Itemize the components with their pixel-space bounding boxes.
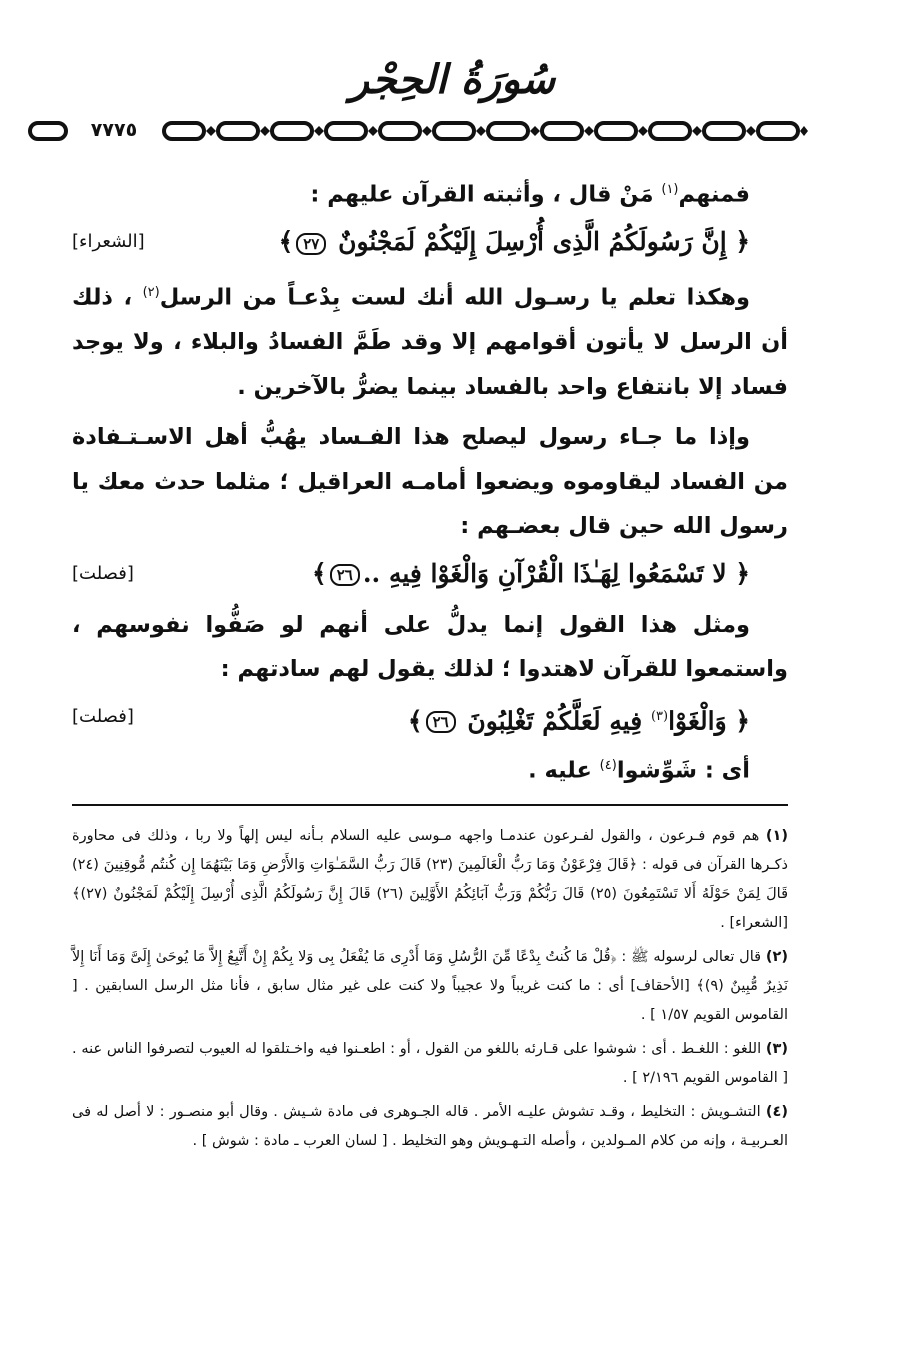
verse-1-number: ٢٧ (296, 233, 326, 255)
verse-2-source: [فصلت] (72, 562, 134, 584)
footnote-1: (١) هم قوم فـرعون ، والقول لفـرعون عندمـا واجهه مـوسى عليه السلام بـأنه ليس إلهاً ولا ربا ، وذلك فى محاورة ذكـرها القرآن فى قوله : ﴿قَالَ فِرْعَوْنُ وَمَا رَبُّ الْعَالَمِينَ (٢٣) قَالَ رَبُّ السَّمَـٰوَاتِ وَالأَرْضِ وَمَا بَيْنَهُمَا إِن كُنتُم مُّوقِنِينَ (٢٤) قَالَ لِمَنْ حَوْلَهُ أَلا تَسْتَمِعُونَ (٢٥) قَالَ رَبُّكُمْ وَرَبُّ آبَائِكُمُ الأَوَّلِينَ (٢٦) قَالَ إِنَّ رَسُولَكُمُ الَّذِى أُرْسِلَ إِلَيْكُمْ لَمَجْنُونٌ (٢٧)﴾ [الشعراء] . (72, 828, 789, 931)
paragraph-5 (72, 744, 788, 793)
paragraph-4: ومثل هذا القول إنما يدلُّ على أنهم لو صَفُّوا نفوسهم ، واستمعوا للقرآن لاهتدوا ؛ لذلك يقول لهم سادتهم : (72, 611, 788, 682)
footnote-ref-3: (٣) (650, 708, 669, 724)
paragraph-3: وإذا ما جـاء رسول ليصلح هذا الفـساد يهُبُّ أهل الاسـتـفادة من الفساد ليقاوموه ويضعوا أمامـه العراقيل ؛ مثلما حدث معك يا رسول الله حين قال بعضـهم : (72, 424, 788, 539)
footnote-4: (٤) التشـويش : التخليط ، وقـد تشوش عليـه الأمر . قاله الجـوهرى فى مادة شـيش . وقال أبو منصـور : لا أصل له فى العـربيـة ، وإنه من كلام المـولدين ، وأصله التـهـويش وهو التخليط . [ لسان العرب ـ مادة : شوش ] . (72, 1104, 788, 1149)
paragraph-2 (72, 271, 788, 409)
verse-2 (72, 549, 788, 599)
verse-3 (72, 692, 788, 742)
footnote-ref-4: (٤) (599, 757, 617, 773)
verse-1 (72, 217, 788, 267)
footnote-separator (72, 804, 788, 806)
footnote-3: (٣) اللغو : اللغـط . أى : شوشوا على قـارئه باللغو من القول ، أو : اطعـنوا فيه واخـتلقوا له العيوب لتصرفوا الناس عنه . [ القاموس القويم ٢/١٩٦ ] . (72, 1041, 789, 1086)
p5-text-end: عليه . (528, 757, 600, 783)
verse-3-source: [فصلت] (72, 705, 134, 727)
footnote-ref-1: (١) (661, 182, 679, 197)
footnotes (72, 822, 788, 1161)
main-text (72, 168, 788, 793)
page-number: ٧٧٧٥ (74, 116, 154, 144)
p1-text-end: مَنْ قال ، وأثبته القرآن عليهم : (310, 181, 662, 208)
footnote-2: (٢) قال تعالى لرسوله ﷺ : ﴿قُلْ مَا كُنتُ بِدْعًا مِّنَ الرُّسُلِ وَمَا أَدْرِى مَا يُفْعَلُ بِى وَلا بِكُمْ إِنْ أَتَّبِعُ إِلاَّ مَا يُوحَىٰ إِلَىَّ وَمَا أَنَا إِلاَّ نَذِيرٌ مُّبِينٌ (٩)﴾ [الأحقاف] أى : ما كنت غريباً ولا عجيباً ولا كنت على غير مثال سابق ، فأنا مثل الرسل السابقين . [ القاموس القويم ١/٥٧ ] . (72, 949, 788, 1023)
p1-text-start: فمنهم (678, 181, 750, 208)
verse-1-text: ﴿ إِنَّ رَسُولَكُمُ الَّذِى أُرْسِلَ إِلَيْكُمْ لَمَجْنُونٌ ٢٧﴾ (278, 227, 750, 256)
footnote-ref-2: (٢) (142, 285, 160, 300)
paragraph-1 (72, 168, 788, 217)
verse-3-number: ٢٦ (426, 711, 456, 733)
p5-text-start: أى : شَوِّشوا (616, 757, 750, 783)
verse-2-text: ﴿ لا تَسْمَعُوا لِهَـٰذَا الْقُرْآنِ وَالْغَوْا فِيهِ ..٢٦﴾ (312, 558, 750, 588)
p2-text-end: ، ذلك أن الرسل لا يأتون أقوامهم إلا وقد طَمَّ الفسادُ والبلاء ، ولا يوجد فساد إلا بانتفاع واحد بالفساد بينما يضرُّ بالآخرين . (72, 284, 788, 400)
verse-1-source: [الشعراء] (72, 231, 145, 252)
sura-title: سُورَةُ الحِجْر (349, 56, 556, 103)
verse-3-text: ﴿ وَالْغَوْا$^{(٣)}$ فِيهِ لَعَلَّكُمْ تَغْلِبُونَ ٢٦﴾ (407, 705, 750, 735)
verse-2-number: ٢٦ (330, 564, 360, 586)
p2-text-start: وهكذا تعلم يا رسـول الله أنك لست بِدْعـاً من الرسل (159, 284, 750, 311)
